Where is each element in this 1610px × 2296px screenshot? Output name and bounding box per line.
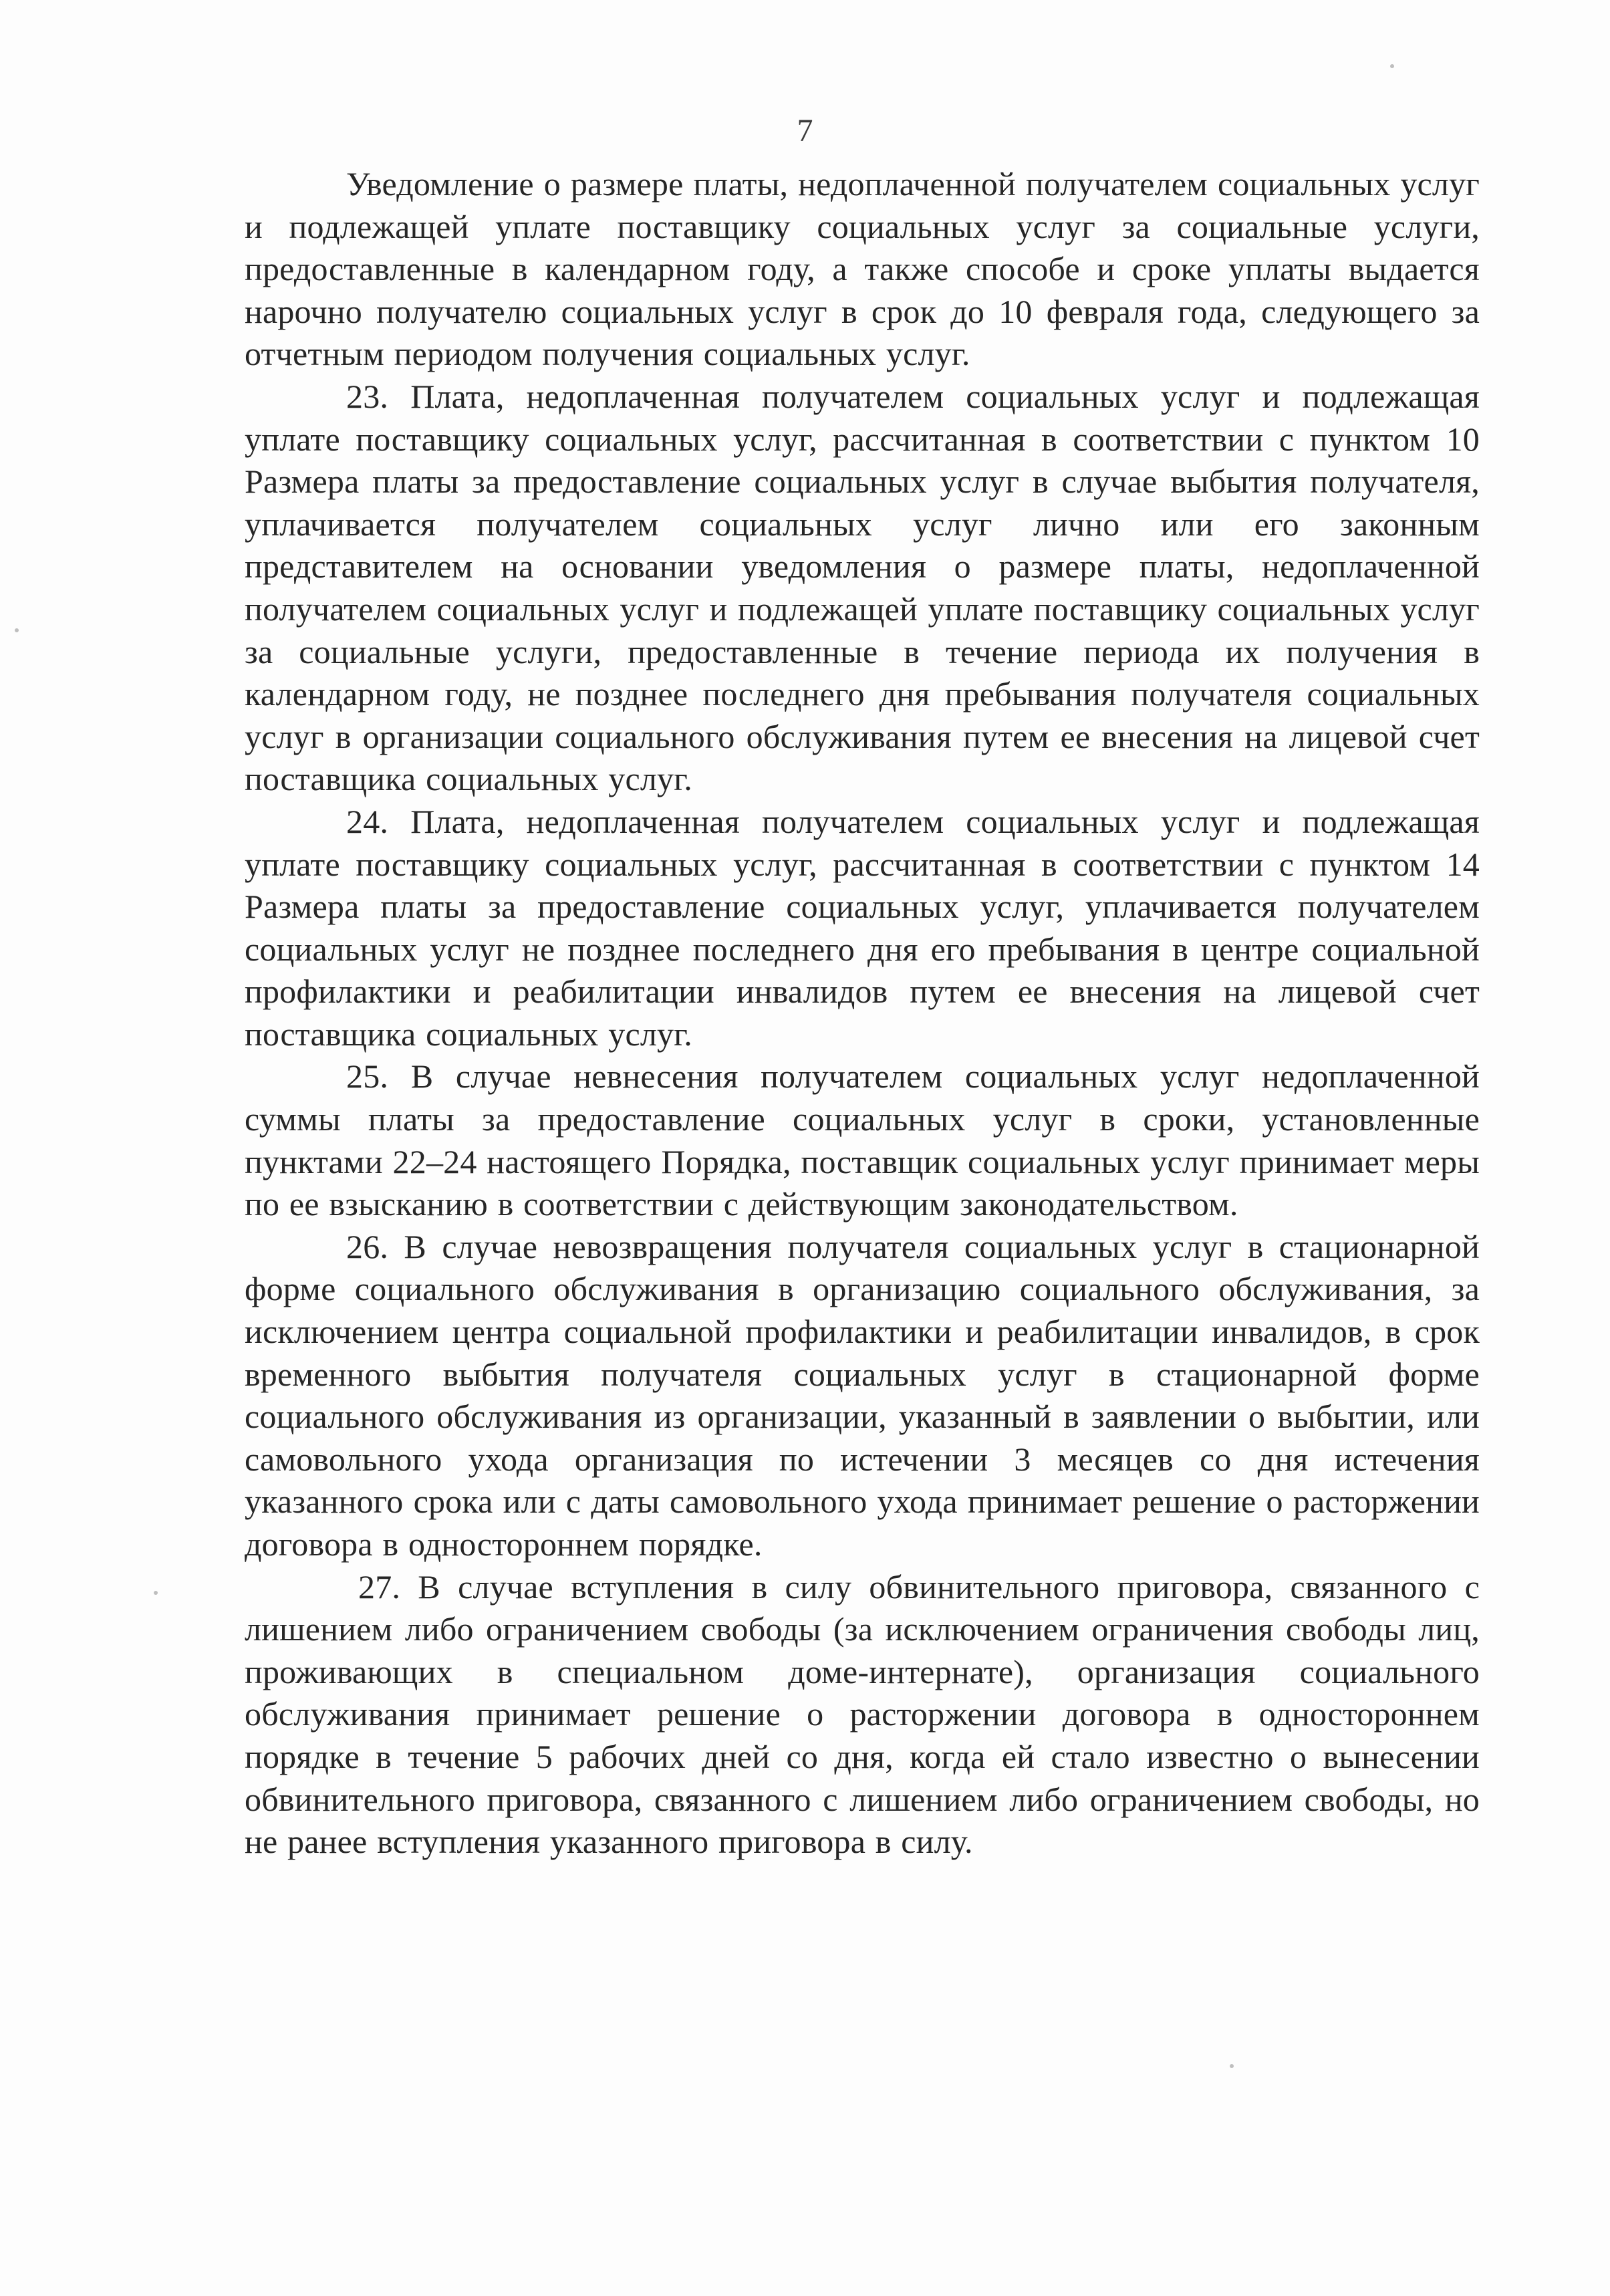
scan-speck (15, 628, 19, 632)
paragraph-25: 25. В случае невнесения получателем социальных услуг недоплаченной суммы платы за предоставление социальных услуг в сроки, установленные пунктами 22–24 настоящего Порядка, поставщик социальных услуг принимает меры по ее взысканию в соответствии с действующим законодательством. (245, 1057, 1480, 1223)
scan-speck (1390, 64, 1394, 68)
paragraph-23: 23. Плата, недоплаченная получателем социальных услуг и подлежащая уплате поставщику социальных услуг, рассчитанная в соответствии с пунктом 10 Размера платы за предоставление социальных услуг в случае выбытия получателя, уплачивается получателем социальных услуг лично или его законным представителем на основании уведомления о размере платы, недоплаченной получателем социальных услуг и подлежащей уплате поставщику социальных услуг за социальные услуги, предоставленные в течение периода их получения в календарном году, не позднее последнего дня пребывания получателя социальных услуг в организации социального обслуживания путем ее внесения на лицевой счет поставщика социальных услуг. (245, 377, 1480, 798)
paragraph-27: 27. В случае вступления в силу обвинительного приговора, связанного с лишением либо ограничением свободы (за исключением ограничения свободы лиц, проживающих в специальном доме-интернате), организация социального обслуживания принимает решение о расторжении договора в одностороннем порядке в течение 5 рабочих дней со дня, когда ей стало известно о вынесении обвинительного приговора, связанного с лишением либо ограничением свободы, но не ранее вступления указанного приговора в силу. (245, 1567, 1480, 1861)
paragraph-notice: Уведомление о размере платы, недоплаченной получателем социальных услуг и подлежащей уплате поставщику социальных услуг за социальные услуги, предоставленные в календарном году, а также способе и сроке уплаты выдается нарочно получателю социальных услуг в срок до 10 февраля года, следующего за отчетным периодом получения социальных услуг. (245, 165, 1480, 373)
scan-speck (1230, 2064, 1234, 2068)
document-body (245, 163, 1480, 1864)
paragraph-24: 24. Плата, недоплаченная получателем социальных услуг и подлежащая уплате поставщику социальных услуг, рассчитанная в соответствии с пунктом 14 Размера платы за предоставление социальных услуг, уплачивается получателем социальных услуг не позднее последнего дня его пребывания в центре социальной профилактики и реабилитации инвалидов путем ее внесения на лицевой счет поставщика социальных услуг. (245, 802, 1480, 1053)
page-number: 7 (797, 113, 813, 148)
paragraph-26: 26. В случае невозвращения получателя социальных услуг в стационарной форме социального обслуживания в организацию социального обслуживания, за исключением центра социальной профилактики и реабилитации инвалидов, в срок временного выбытия получателя социальных услуг в стационарной форме социального обслуживания из организации, указанный в заявлении о выбытии, или самовольного ухода организация по истечении 3 месяцев со дня истечения указанного срока или с даты самовольного ухода принимает решение о расторжении договора в одностороннем порядке. (245, 1227, 1480, 1563)
scan-speck (154, 1591, 158, 1595)
